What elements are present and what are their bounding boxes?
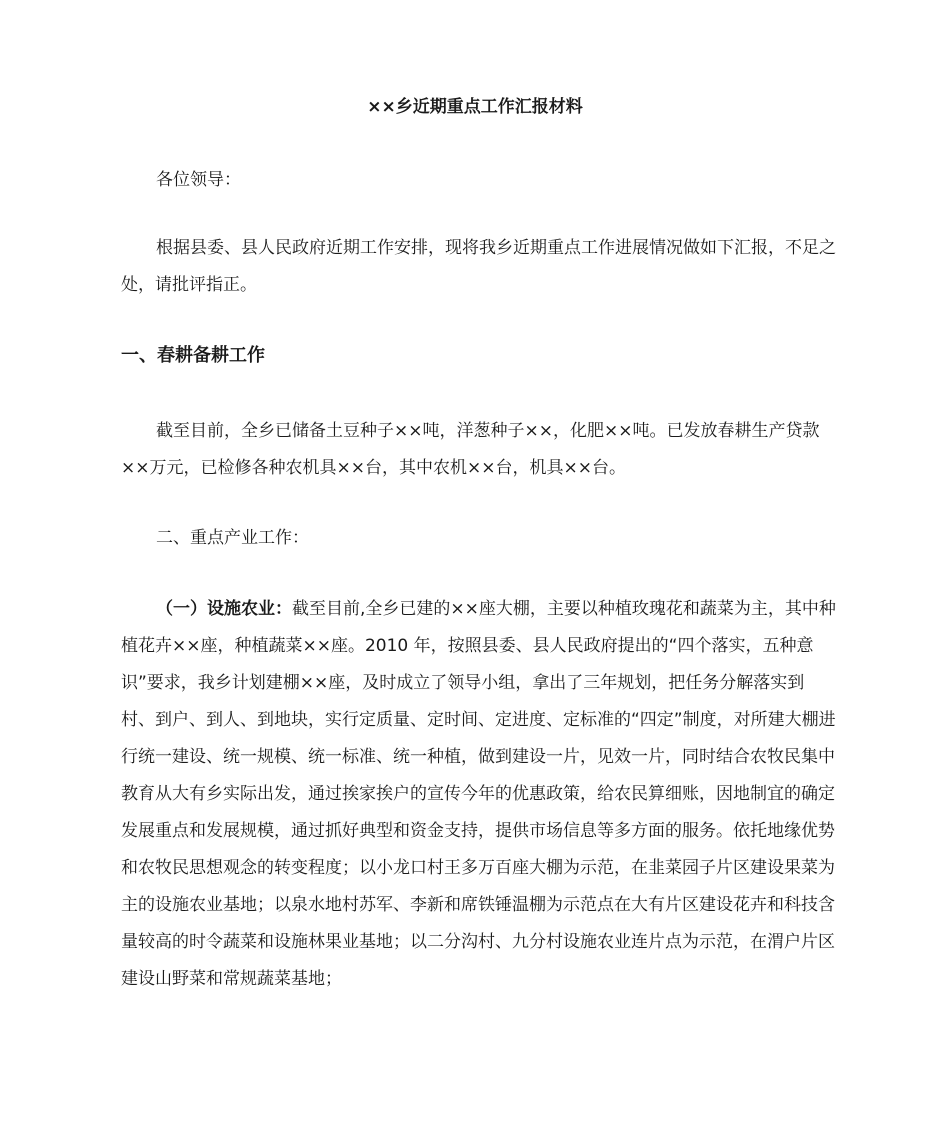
- section-paragraph-spring-farming: 截至目前，全乡已储备土豆种子××吨，洋葱种子××，化肥××吨。已发放春耕生产贷款××万元，已检修各种农机具××台，其中农机××台，机具××台。: [121, 421, 820, 478]
- section-heading-key-industries: 二、重点产业工作：: [156, 528, 309, 548]
- document-title: ××乡近期重点工作汇报材料: [367, 97, 583, 117]
- intro-paragraph: 根据县委、县人民政府近期工作安排，现将我乡近期重点工作进展情况做如下汇报，不足之处，请批评指正。: [121, 238, 836, 295]
- section-paragraph-facility-agriculture: [121, 591, 837, 998]
- subsection-label-facility-agriculture: （一）设施农业：: [156, 599, 292, 619]
- section-heading-spring-farming: 一、春耕备耕工作: [121, 345, 265, 366]
- subsection-body-facility-agriculture: 截至目前,全乡已建的××座大棚，主要以种植玫瑰花和蔬菜为主，其中种植花卉××座，种植蔬菜××座。2010 年，按照县委、县人民政府提出的“四个落实，五种意识”要求，我乡计划建棚××座，及时成立了领导小组，拿出了三年规划，把任务分解落实到村、到户、到人、到地块，实行定质量、定时间、定进度、定标准的“四定”制度，对所建大棚进行统一建设、统一规模、统一标准、统一种植，做到建设一片，见效一片，同时结合农牧民集中教育从大有乡实际出发，通过挨家挨户的宣传今年的优惠政策，给农民算细账，因地制宜的确定发展重点和发展规模，通过抓好典型和资金支持，提供市场信息等多方面的服务。依托地缘优势和农牧民思想观念的转变程度；以小龙口村王多万百座大棚为示范，在韭菜园子片区建设果菜为主的设施农业基地；以泉水地村苏军、李新和席铁锤温棚为示范点在大有片区建设花卉和科技含量较高的时令蔬菜和设施林果业基地；以二分沟村、九分村设施农业连片点为示范，在渭户片区建设山野菜和常规蔬菜基地；: [121, 599, 836, 989]
- salutation: 各位领导：: [156, 170, 241, 190]
